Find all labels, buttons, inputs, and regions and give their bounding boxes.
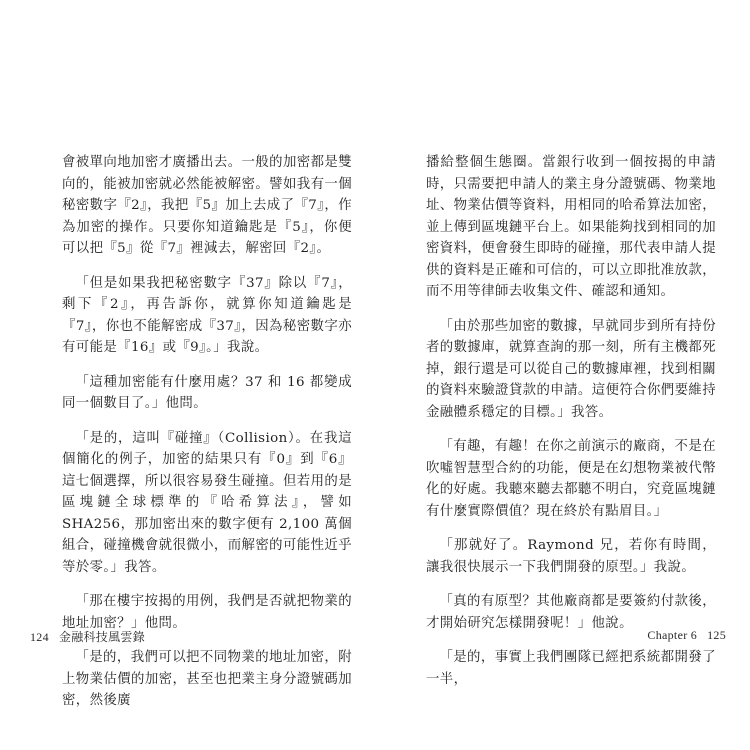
paragraph: 「真的有原型？其他廠商都是要簽約付款後，才開始研究怎樣開發呢！」他說。 (426, 594, 716, 631)
page-number: 125 (707, 628, 726, 642)
paragraph: 「是的，我們可以把不同物業的地址加密，附上物業估價的加密，甚至也把業主身分證號碼加密，然後廣 (62, 650, 352, 708)
right-page-body (426, 152, 716, 703)
paragraph: 「但是如果我把秘密數字『37』除以『7』，剩下『2』，再告訴你，就算你知道鑰匙是『7』，你也不能解密成『37』，因為秘密數字亦有可能是『16』或『9』。」我說。 (62, 275, 352, 355)
paragraph: 「那在樓宇按揭的用例，我們是否就把物業的地址加密？」他問。 (62, 594, 352, 631)
book-title: 金融科技風雲錄 (58, 630, 146, 644)
left-folio (30, 628, 145, 645)
page-number: 124 (30, 630, 49, 644)
chapter-label: Chapter 6 (647, 628, 698, 642)
paragraph: 「由於那些加密的數據，早就同步到所有持份者的數據庫，就算查詢的那一刻，所有主機都死掉，銀行還是可以從自己的數據庫裡，找到相關的資料來驗證貸款的申請。這便符合你們要維持金融體系穩定的目標。」我答。 (426, 318, 716, 420)
paragraph: 「這種加密能有什麼用處？37 和 16 都變成同一個數目了。」他問。 (62, 374, 352, 411)
paragraph: 播給整個生態圈。當銀行收到一個按揭的申請時，只需要把申請人的業主身分證號碼、物業地址、物業估價等資料，用相同的哈希算法加密，並上傳到區塊鏈平台上。如果能夠找到相同的加密資料，便會發生即時的碰撞，那代表申請人提供的資料是正確和可信的，可以立即批准放款，而不用等律師去收集文件、確認和通知。 (426, 155, 716, 299)
paragraph: 「有趣，有趣！在你之前演示的廠商，不是在吹噓智慧型合約的功能，便是在幻想物業被代幣化的好處。我聽來聽去都聽不明白，究竟區塊鏈有什麼實際價值？現在終於有點眉目。」 (426, 439, 716, 519)
paragraph: 「是的，這叫『碰撞』（Collision）。在我這個簡化的例子，加密的結果只有『0』到『6』這七個選擇，所以很容易發生碰撞。但若用的是區塊鏈全球標準的『哈希算法』，譬如 SHA256，那加密出來的數字便有 2,100 萬個組合，碰撞機會就很微小，而解密的可能性近乎等於零。」我答。 (62, 430, 352, 575)
right-folio (647, 628, 726, 643)
paragraph: 「那就好了。Raymond 兄，若你有時間，讓我很快展示一下我們開發的原型。」我說。 (426, 538, 716, 575)
paragraph: 會被單向地加密才廣播出去。一般的加密都是雙向的，能被加密就必然能被解密。譬如我有一個秘密數字『2』，我把『5』加上去成了『7』，作為加密的操作。只要你知道鑰匙是『5』，你便可以把『5』從『7』裡減去，解密回『2』。 (62, 155, 352, 256)
paragraph: 「是的，事實上我們團隊已經把系統都開發了一半， (426, 650, 716, 687)
